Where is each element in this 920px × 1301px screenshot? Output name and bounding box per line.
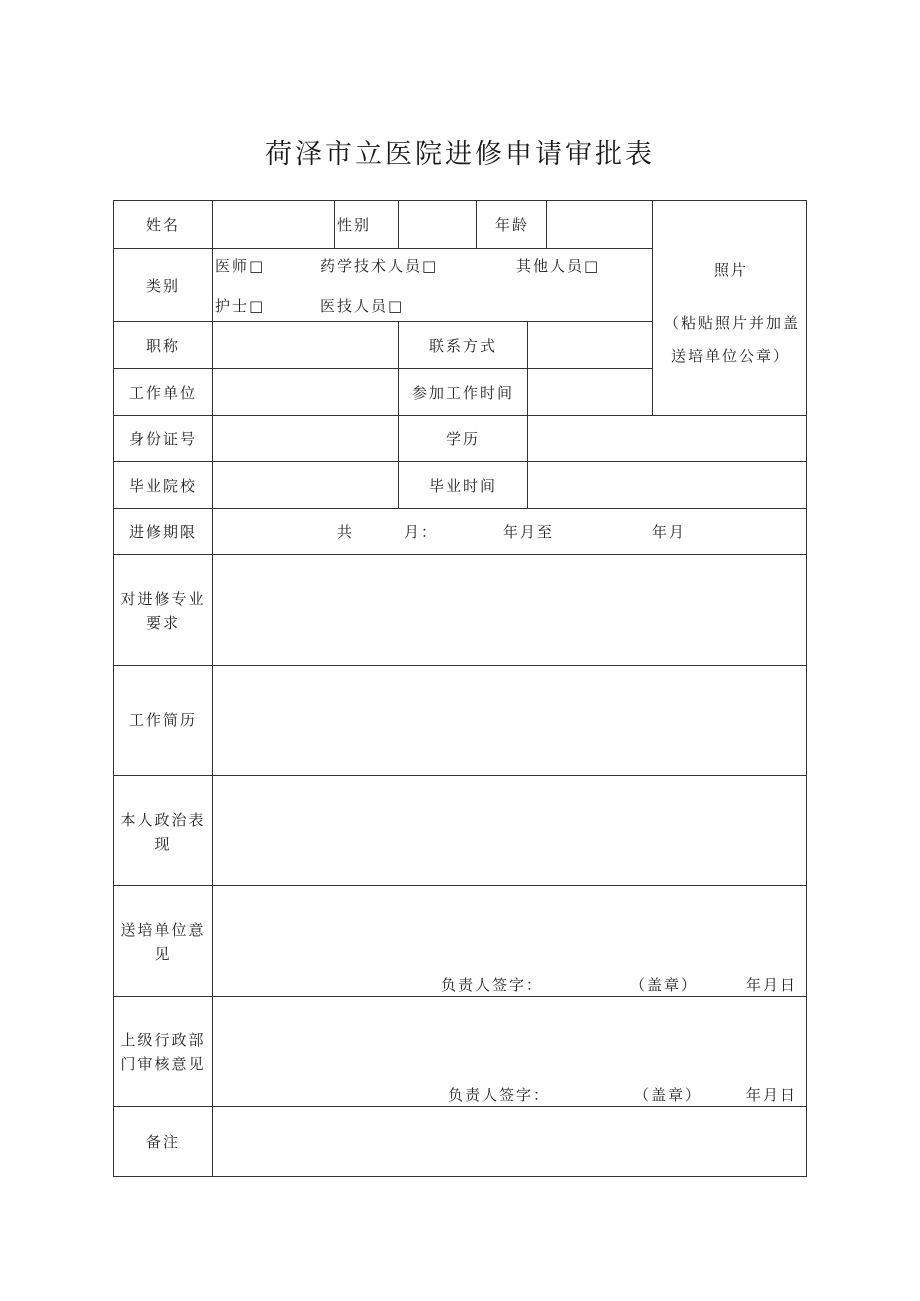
row-line	[113, 508, 807, 509]
category-label: 类别	[145, 277, 180, 295]
sender-opinion-field[interactable]	[213, 886, 806, 966]
period-label: 进修期限	[128, 523, 197, 541]
sender-sign-label: 负责人签字：	[441, 976, 544, 994]
political-field[interactable]	[213, 776, 806, 885]
work-start-label: 参加工作时间	[411, 384, 514, 402]
photo-slot[interactable]	[653, 201, 806, 415]
period-to: 年月	[652, 523, 687, 541]
category-nurse-checkbox[interactable]: 护士□	[215, 297, 266, 315]
major-req-label: 对进修专业要求	[120, 590, 206, 632]
remarks-label: 备注	[145, 1133, 180, 1151]
admin-sign-label: 负责人签字：	[448, 1086, 551, 1104]
id-number-field[interactable]	[213, 416, 398, 461]
gender-label: 性别	[337, 216, 372, 234]
sender-seal-label: （盖章）	[630, 976, 699, 994]
period-months: 月：	[404, 523, 439, 541]
work-unit-field[interactable]	[213, 369, 398, 415]
school-field[interactable]	[213, 462, 398, 508]
col-line	[334, 200, 335, 248]
grad-time-field[interactable]	[528, 462, 806, 508]
row-line	[113, 248, 653, 249]
photo-label: 照片	[714, 261, 749, 279]
title-rank-label: 职称	[145, 337, 180, 355]
id-number-label: 身份证号	[128, 430, 197, 448]
sender-opinion-label: 送培单位意见	[120, 921, 206, 963]
contact-label: 联系方式	[428, 337, 497, 355]
title-rank-field[interactable]	[213, 322, 398, 368]
work-start-field[interactable]	[528, 369, 652, 415]
admin-date-label: 年月日	[746, 1086, 798, 1104]
name-label: 姓名	[145, 216, 180, 234]
education-label: 学历	[445, 430, 480, 448]
work-history-label: 工作简历	[128, 711, 197, 729]
gender-field[interactable]	[399, 201, 476, 248]
admin-opinion-label: 上级行政部门审核意见	[120, 1031, 206, 1073]
category-tech-checkbox[interactable]: 医技人员□	[320, 297, 405, 315]
period-from: 年月至	[503, 523, 555, 541]
admin-opinion-field[interactable]	[213, 997, 806, 1077]
form-title: 荷泽市立医院进修申请审批表	[265, 139, 655, 170]
category-doctor-checkbox[interactable]: 医师□	[215, 257, 266, 275]
category-other-checkbox[interactable]: 其他人员□	[516, 257, 601, 275]
name-field[interactable]	[213, 201, 334, 248]
age-label: 年龄	[494, 216, 529, 234]
work-unit-label: 工作单位	[128, 384, 197, 402]
grad-time-label: 毕业时间	[428, 477, 497, 495]
political-label: 本人政治表现	[120, 811, 206, 853]
row-line	[113, 1176, 807, 1177]
category-pharmacy-checkbox[interactable]: 药学技术人员□	[320, 257, 439, 275]
education-field[interactable]	[528, 416, 806, 461]
remarks-field[interactable]	[213, 1107, 806, 1176]
age-field[interactable]	[547, 201, 652, 248]
school-label: 毕业院校	[128, 477, 197, 495]
photo-note-line2: 送培单位公章）	[671, 347, 791, 365]
admin-seal-label: （盖章）	[634, 1086, 703, 1104]
col-line	[806, 200, 807, 1177]
photo-note-line1: （粘贴照片并加盖	[664, 314, 801, 332]
contact-field[interactable]	[528, 322, 652, 368]
sender-date-label: 年月日	[746, 976, 798, 994]
period-total: 共	[337, 523, 355, 541]
major-req-field[interactable]	[213, 555, 806, 665]
work-history-field[interactable]	[213, 666, 806, 775]
